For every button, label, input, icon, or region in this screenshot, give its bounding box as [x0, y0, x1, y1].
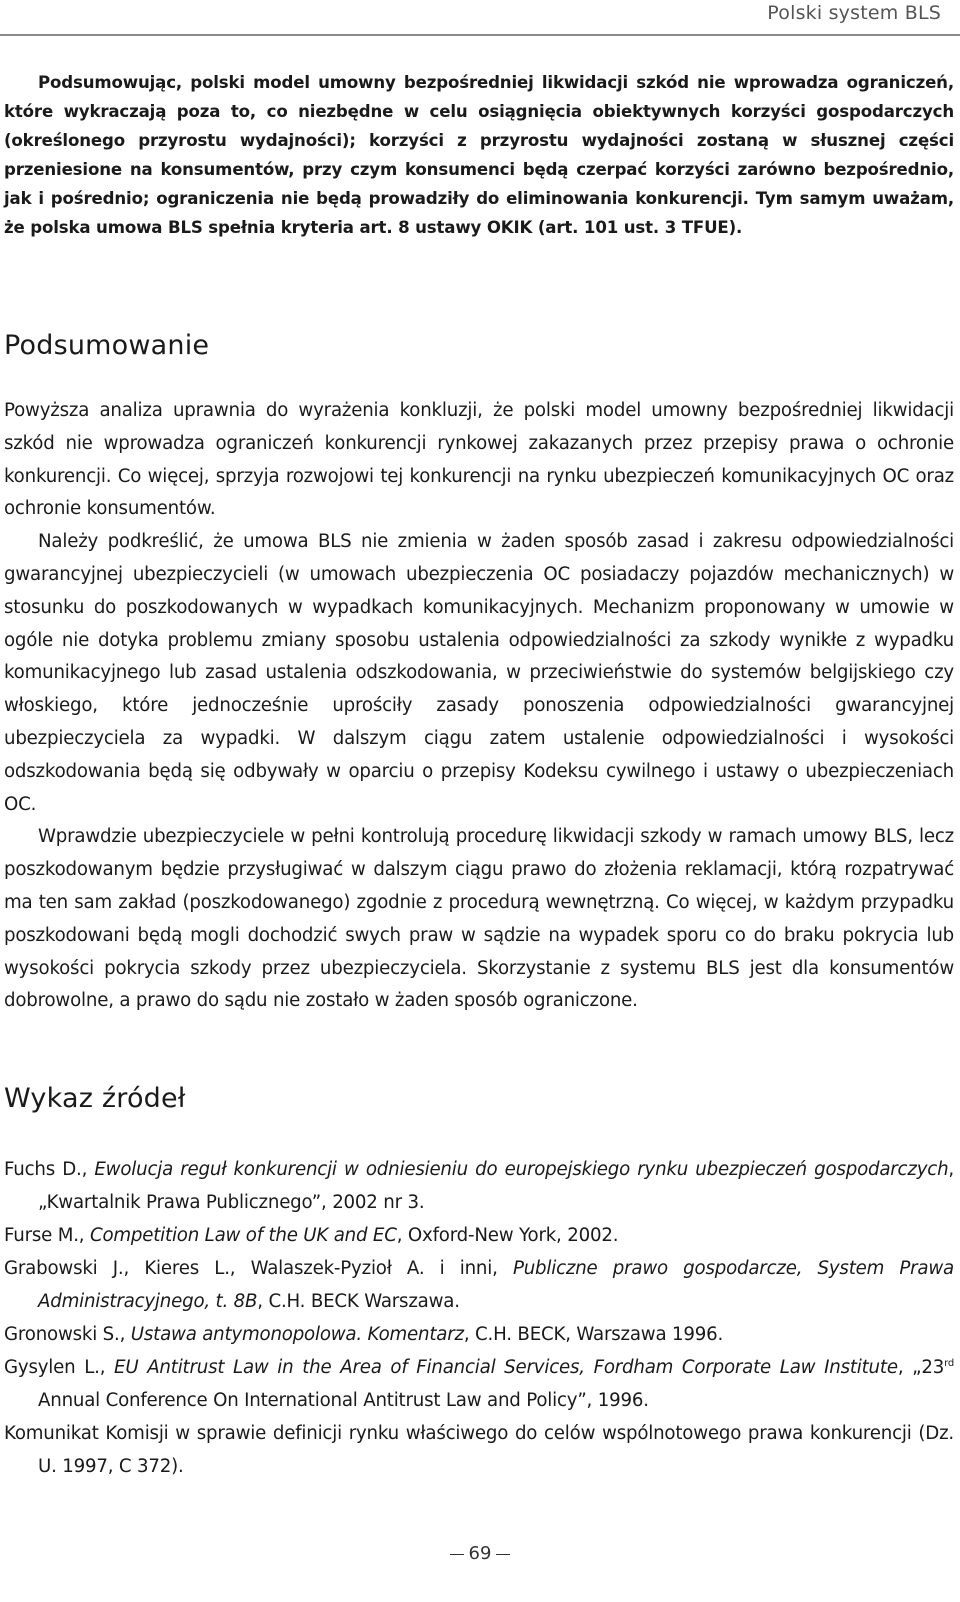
- reference-ordinal-suffix: rd: [944, 1358, 954, 1369]
- folio-dash-left: [450, 1554, 464, 1555]
- reference-item: [4, 1219, 954, 1252]
- reference-item: [4, 1318, 954, 1351]
- reference-author: Furse M.,: [4, 1225, 90, 1246]
- reference-details: , „Kwartalnik Prawa Publicznego”, 2002 nr 3.: [38, 1159, 954, 1213]
- reference-details: , C.H. BECK, Warszawa 1996.: [463, 1324, 724, 1345]
- reference-item: [4, 1153, 954, 1219]
- page-number-value: 69: [468, 1543, 492, 1564]
- reference-details: , C.H. BECK Warszawa.: [257, 1291, 460, 1312]
- body-paragraph: Należy podkreślić, że umowa BLS nie zmienia w żaden sposób zasad i zakresu odpowiedzialności gwarancyjnej ubezpieczycieli (w umowach ubezpieczenia OC posiadaczy pojazdów mechanicznych) w stosunku do poszkodowanych w wypadkach komunikacyjnych. Mechanizm proponowany w umowie w ogóle nie dotyka problemu zmiany sposobu ustalenia odpowiedzialności za szkody wynikłe z wypadku komunikacyjnego lub zasad ustalenia odszkodowania, w przeciwieństwie do systemów belgijskiego czy włoskiego, które jednocześnie uprościły zasady ponoszenia odpowiedzialności gwarancyjnej ubezpieczyciela za wypadki. W dalszym ciągu zatem ustalenie odpowiedzialności i wysokości odszkodowania będą się odbywały w oparciu o przepisy Kodeksu cywilnego i ustawy o ubezpieczeniach OC.: [4, 531, 954, 815]
- reference-item: [4, 1417, 954, 1483]
- reference-list: [4, 1153, 954, 1483]
- reference-item: [4, 1252, 954, 1318]
- summary-paragraph: Podsumowując, polski model umowny bezpośredniej likwidacji szkód nie wprowadza ograniczeń, które wykraczają poza to, co niezbędne w celu osiągnięcia obiektywnych korzyści gospodarczych (określonego przyrostu wydajności); korzyści z przyrostu wydajności zostaną w słusznej części przeniesione na konsumentów, przy czym konsumenci będą czerpać korzyści zarówno bezpośrednio, jak i pośrednio; ograniczenia nie będą prowadziły do eliminowania konkurencji. Tym samym uważam, że polska umowa BLS spełnia kryteria art. 8 ustawy OKIK (art. 101 ust. 3 TFUE).: [4, 73, 954, 237]
- reference-details: , Oxford-New York, 2002.: [396, 1225, 619, 1246]
- body-paragraph: Wprawdzie ubezpieczyciele w pełni kontrolują procedurę likwidacji szkody w ramach umowy BLS, lecz poszkodowanym będzie przysługiwać w dalszym ciągu prawo do złożenia reklamacji, którą rozpatrywać ma ten sam zakład (poszkodowanego) zgodnie z procedurą wewnętrzną. Co więcej, w każdym przypadku poszkodowani będą mogli dochodzić swych praw w sądzie na wypadek sporu co do braku pokrycia lub wysokości pokrycia szkody przez ubezpieczyciela. Skorzystanie z systemu BLS jest dla konsumentów dobrowolne, a prawo do sądu nie zostało w żaden sposób ograniczone.: [4, 826, 954, 1012]
- reference-title: Ewolucja reguł konkurencji w odniesieniu do europejskiego rynku ubezpieczeń gospodarczych: [94, 1159, 949, 1180]
- running-head: [0, 0, 960, 36]
- section-heading-wykaz-zrodel: Wykaz źródeł: [4, 1083, 186, 1114]
- reference-title: Ustawa antymonopolowa. Komentarz: [130, 1324, 464, 1345]
- page-number: [0, 1543, 960, 1564]
- podsumowanie-body: [4, 395, 954, 1018]
- reference-item: [4, 1351, 954, 1417]
- reference-details: Annual Conference On International Antitrust Law and Policy”, 1996.: [38, 1390, 649, 1411]
- reference-author: Gysylen L.,: [4, 1357, 115, 1378]
- reference-author: Komunikat Komisji w sprawie definicji rynku właściwego do celów wspólnotowego prawa konkurencji (Dz. U. 1997, C 372).: [4, 1423, 954, 1477]
- section-heading-podsumowanie: Podsumowanie: [4, 330, 210, 361]
- reference-title: Publiczne prawo gospodarcze, System Prawa Administracyjnego, t. 8B: [38, 1258, 954, 1312]
- reference-title: Competition Law of the UK and EC: [89, 1225, 397, 1246]
- reference-author: Gronowski S.,: [4, 1324, 131, 1345]
- reference-title: EU Antitrust Law in the Area of Financial Services, Fordham Corporate Law Institute: [114, 1357, 898, 1378]
- reference-author: Fuchs D.,: [4, 1159, 95, 1180]
- reference-author: Grabowski J., Kieres L., Walaszek-Pyzioł A. i inni,: [4, 1258, 513, 1279]
- body-paragraph: Powyższa analiza uprawnia do wyrażenia konkluzji, że polski model umowny bezpośredniej likwidacji szkód nie wprowadza ograniczeń konkurencji rynkowej zakazanych przez przepisy prawa o ochronie konkurencji. Co więcej, sprzyja rozwojowi tej konkurencji na rynku ubezpieczeń komunikacyjnych OC oraz ochronie konsumentów.: [4, 400, 954, 520]
- reference-details-pre: , „23: [897, 1357, 945, 1378]
- running-head-title: Polski system BLS: [767, 2, 941, 24]
- folio-dash-right: [496, 1554, 510, 1555]
